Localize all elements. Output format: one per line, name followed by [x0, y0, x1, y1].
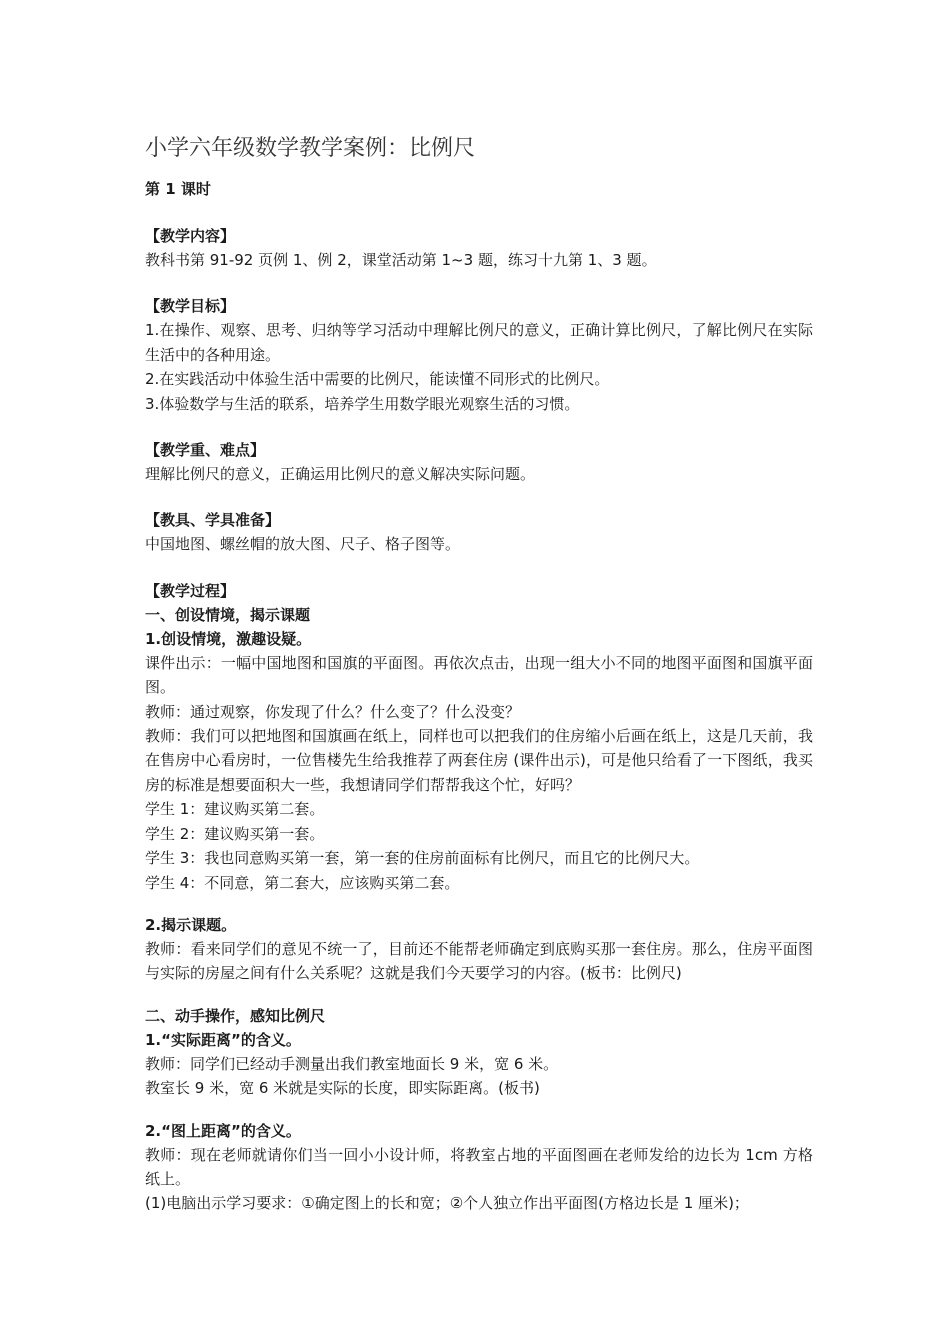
part1-title: 一、创设情境，揭示课题	[145, 605, 311, 624]
step1-line: 教师：通过观察，你发现了什么？什么变了？什么没变？	[145, 702, 521, 721]
step2-line: 教师：看来同学们的意见不统一了，目前还不能帮老师确定到底购买那一套住房。那么，住房平面图与实际的房屋之间有什么关系呢？这就是我们今天要学习的内容。(板书：比例尺)	[145, 939, 813, 983]
goal-item: 2.在实践活动中体验生活中需要的比例尺，能读懂不同形式的比例尺。	[145, 370, 610, 389]
section-heading-goals: 【教学目标】	[145, 297, 236, 316]
step4-line: (1)电脑出示学习要求：①确定图上的长和宽；②个人独立作出平面图(方格边长是 1 厘米)；	[145, 1194, 749, 1213]
step3-line: 教师：同学们已经动手测量出我们教室地面长 9 米，宽 6 米。	[145, 1054, 559, 1073]
step4-title: 2.“图上距离”的含义。	[145, 1121, 301, 1140]
step1-line: 学生 3：我也同意购买第一套，第一套的住房前面标有比例尺，而且它的比例尺大。	[145, 849, 700, 868]
content-text: 教科书第 91-92 页例 1、例 2，课堂活动第 1~3 题，练习十九第 1、3 题。	[145, 251, 657, 269]
tools-text: 中国地图、螺丝帽的放大图、尺子、格子图等。	[145, 535, 461, 554]
step1-line: 学生 4：不同意，第二套大，应该购买第二套。	[145, 873, 460, 892]
section-heading-content: 【教学内容】	[145, 227, 236, 245]
goal-item: 1.在操作、观察、思考、归纳等学习活动中理解比例尺的意义，正确计算比例尺，了解比例尺在实际生活中的各种用途。	[145, 321, 813, 364]
step2-title: 2.揭示课题。	[145, 915, 237, 934]
step1-line: 教师：我们可以把地图和国旗画在纸上，同样也可以把我们的住房缩小后画在纸上，这是几天前，我在售房中心看房时，一位售楼先生给我推荐了两套住房 (课件出示)，可是他只给看了一下图纸，我买房的标准是想要面积大一些，我想请同学们帮帮我这个忙，好吗？	[145, 727, 813, 794]
part2-title: 二、动手操作，感知比例尺	[145, 1006, 326, 1025]
document-title: 小学六年级数学教学案例：比例尺	[145, 136, 476, 161]
step1-line: 学生 2：建议购买第一套。	[145, 824, 325, 843]
section-heading-tools: 【教具、学具准备】	[145, 511, 281, 530]
keypoints-text: 理解比例尺的意义，正确运用比例尺的意义解决实际问题。	[145, 465, 536, 484]
section-heading-keypoints: 【教学重、难点】	[145, 441, 266, 460]
step3-line: 教室长 9 米，宽 6 米就是实际的长度，即实际距离。(板书)	[145, 1079, 540, 1098]
section-heading-process: 【教学过程】	[145, 581, 236, 600]
goal-item: 3.体验数学与生活的联系，培养学生用数学眼光观察生活的习惯。	[145, 394, 580, 413]
lesson-label: 第 1 课时	[145, 180, 211, 198]
step1-title: 1.创设情境，激趣设疑。	[145, 629, 312, 648]
step1-line: 学生 1：建议购买第二套。	[145, 800, 325, 819]
step3-title: 1.“实际距离”的含义。	[145, 1030, 301, 1049]
step4-line: 教师：现在老师就请你们当一回小小设计师，将教室占地的平面图画在老师发给的边长为 1cm 方格纸上。	[145, 1145, 813, 1188]
document-page	[145, 134, 813, 1216]
step1-line: 课件出示：一幅中国地图和国旗的平面图。再依次点击，出现一组大小不同的地图平面图和国旗平面图。	[145, 653, 813, 697]
